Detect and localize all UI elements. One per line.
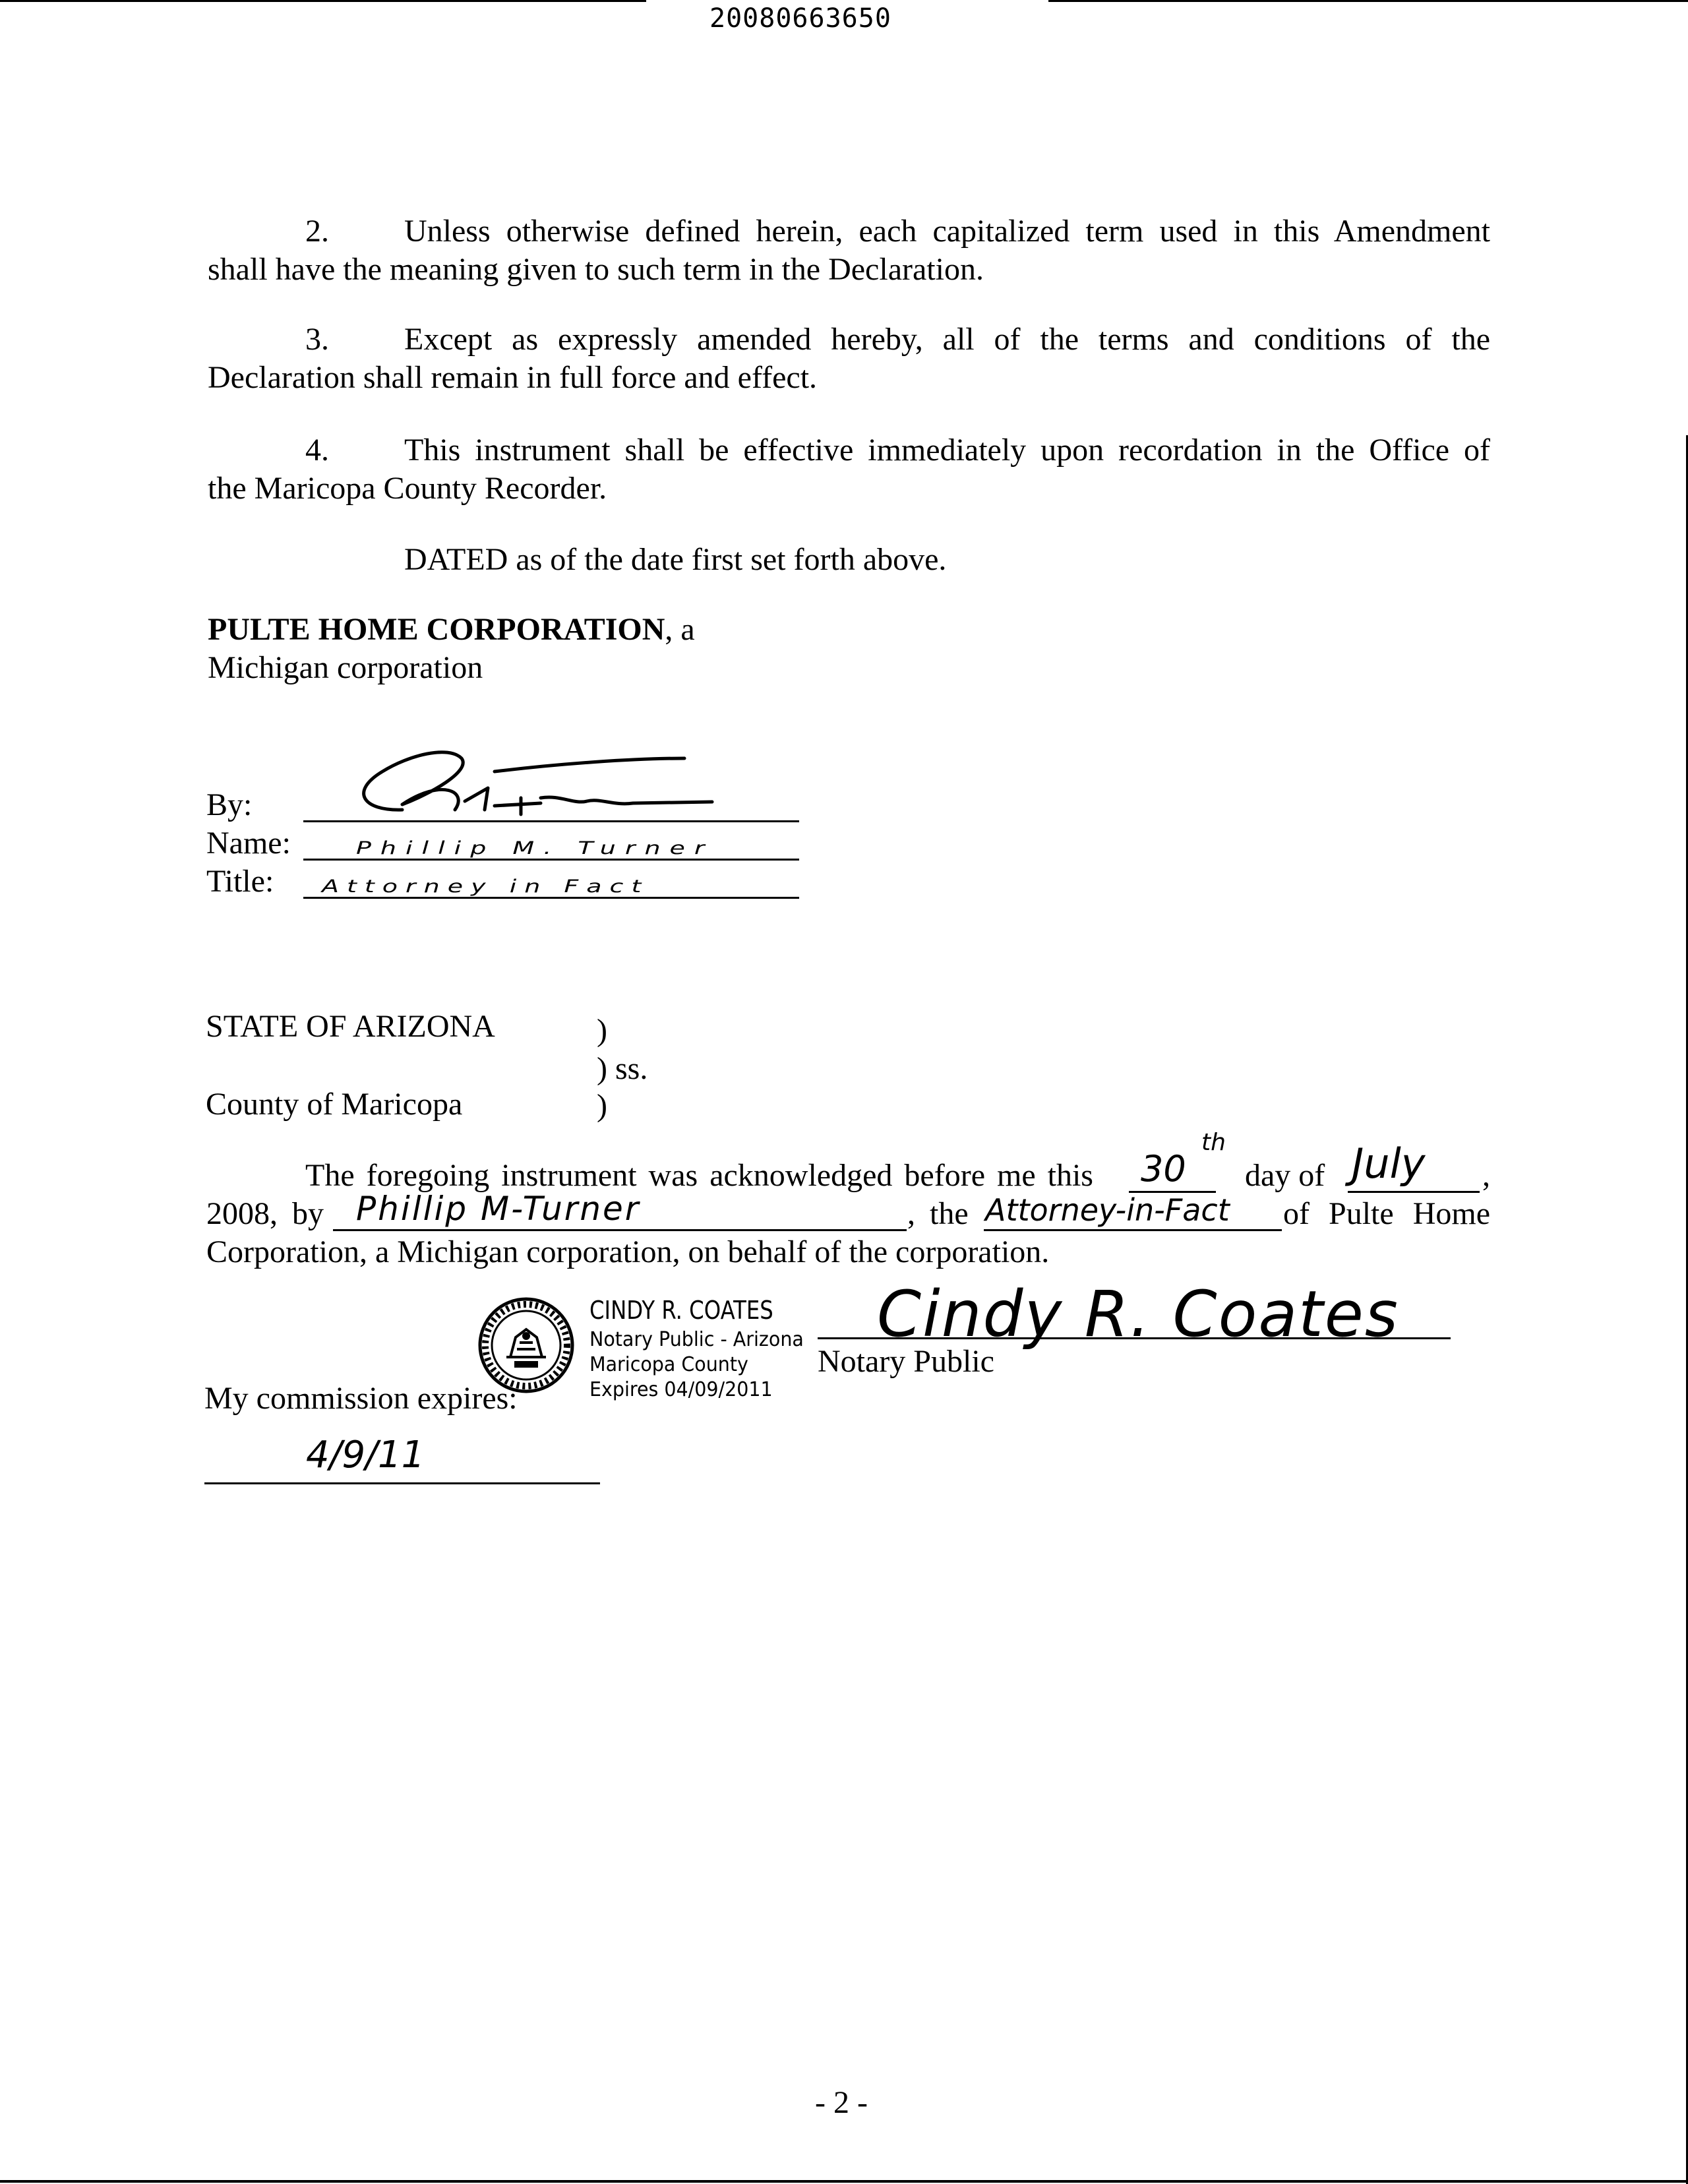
company-type: Michigan corporation bbox=[208, 650, 483, 685]
notary-public-label: Notary Public bbox=[818, 1344, 994, 1379]
title-value-handwritten: Attorney in Fact bbox=[322, 876, 649, 897]
ack-the: , the bbox=[907, 1196, 969, 1231]
paragraph-3-line-1: Except as expressly amended hereby, all of the terms and conditions of the bbox=[404, 322, 1490, 357]
venue-paren-3: ) bbox=[597, 1088, 607, 1123]
ack-text-1: The foregoing instrument was acknowledged before me this bbox=[305, 1158, 1093, 1193]
stamp-line-1: Notary Public - Arizona bbox=[589, 1328, 804, 1351]
person-line bbox=[333, 1229, 907, 1231]
paragraph-3-number: 3. bbox=[305, 322, 329, 357]
by-label: By: bbox=[206, 787, 253, 822]
title-label: Title: bbox=[206, 864, 274, 899]
commission-expires-label: My commission expires: bbox=[204, 1381, 518, 1416]
paragraph-4-number: 4. bbox=[305, 433, 329, 468]
capacity-value-handwritten: Attorney-in-Fact bbox=[985, 1192, 1230, 1228]
stamp-line-2: Maricopa County bbox=[589, 1353, 748, 1376]
stamp-notary-name: CINDY R. COATES bbox=[589, 1296, 773, 1325]
top-border-left bbox=[0, 0, 646, 2]
commission-line bbox=[204, 1482, 600, 1484]
notary-signature-handwritten: Cindy R. Coates bbox=[877, 1277, 1399, 1351]
person-value-handwritten: Phillip M-Turner bbox=[356, 1190, 641, 1228]
ack-comma: , bbox=[1482, 1158, 1490, 1193]
authorized-signature bbox=[323, 732, 719, 824]
top-border-right bbox=[1048, 0, 1688, 2]
ack-day-of: day of bbox=[1245, 1158, 1325, 1193]
stamp-line-3: Expires 04/09/2011 bbox=[589, 1378, 773, 1401]
venue-ss: ) ss. bbox=[597, 1051, 648, 1086]
commission-date-handwritten: 4/9/11 bbox=[306, 1434, 425, 1476]
paragraph-2-line-1: Unless otherwise defined herein, each capitalized term used in this Amendment bbox=[404, 214, 1490, 249]
paragraph-4-line-2: the Maricopa County Recorder. bbox=[208, 471, 607, 506]
name-value-handwritten: Phillip M. Turner bbox=[356, 837, 714, 859]
bottom-border bbox=[0, 2180, 1688, 2183]
month-line bbox=[1348, 1191, 1480, 1193]
venue-paren-1: ) bbox=[597, 1013, 607, 1048]
capacity-line bbox=[984, 1229, 1282, 1231]
month-value-handwritten: July bbox=[1352, 1139, 1426, 1188]
company-heading bbox=[208, 611, 695, 649]
paragraph-2-number: 2. bbox=[305, 214, 329, 249]
company-suffix: , a bbox=[665, 612, 695, 647]
ack-of-company: of Pulte Home bbox=[1283, 1196, 1490, 1231]
dated-line: DATED as of the date first set forth above. bbox=[404, 542, 947, 577]
paragraph-3-line-2: Declaration shall remain in full force and effect. bbox=[208, 360, 818, 395]
day-suffix-handwritten: th bbox=[1201, 1129, 1226, 1156]
ack-line-3: Corporation, a Michigan corporation, on behalf of the corporation. bbox=[206, 1234, 1050, 1269]
company-name: PULTE HOME CORPORATION bbox=[208, 612, 665, 647]
page-number: - 2 - bbox=[815, 2085, 868, 2120]
paragraph-4-line-1: This instrument shall be effective immediately upon recordation in the Office of bbox=[404, 433, 1490, 468]
name-label: Name: bbox=[206, 826, 291, 861]
state-label: STATE OF ARIZONA bbox=[206, 1009, 495, 1044]
document-number: 20080663650 bbox=[709, 3, 891, 34]
county-label: County of Maricopa bbox=[206, 1087, 463, 1122]
paragraph-2-line-2: shall have the meaning given to such term in the Declaration. bbox=[208, 252, 984, 287]
day-value-handwritten: 30 bbox=[1141, 1148, 1186, 1190]
ack-year-by: 2008, by bbox=[206, 1196, 324, 1231]
